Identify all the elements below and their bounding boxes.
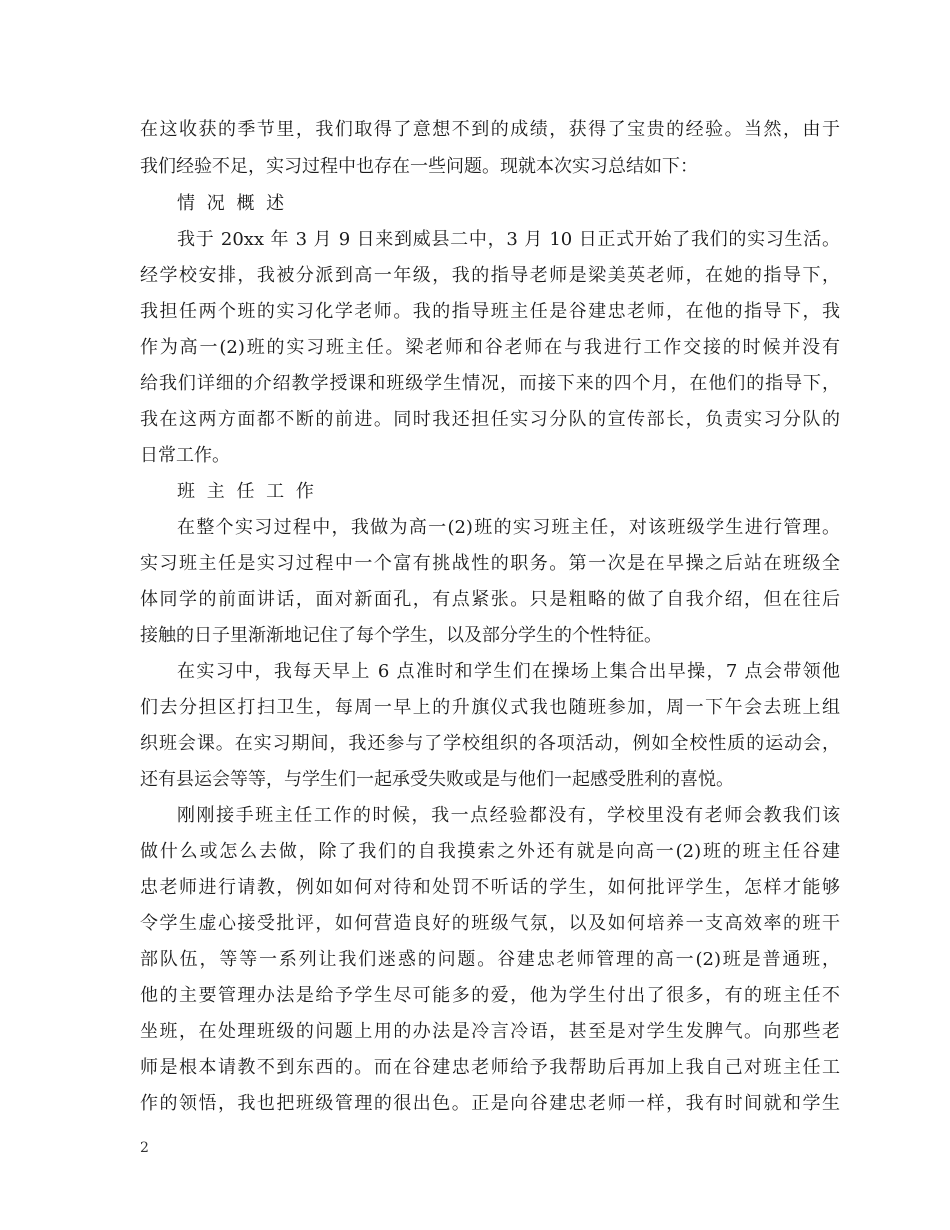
body-text-line: 在整个实习过程中，我做为高一(2)班的实习班主任，对该班级学生进行管理。 — [177, 517, 840, 538]
body-text-line: 坐班，在处理班级的问题上用的办法是冷言冷语，甚至是对学生发脾气。向那些老 — [140, 1021, 840, 1042]
body-text-line: 还有县运会等等，与学生们一起承受失败或是与他们一起感受胜利的喜悦。 — [140, 769, 734, 790]
body-text-line: 接触的日子里渐渐地记住了每个学生，以及部分学生的个性特征。 — [140, 625, 662, 646]
section-heading: 班 主 任 工 作 — [177, 481, 314, 502]
body-text-line: 师是根本请教不到东西的。而在谷建忠老师给予我帮助后再加上我自己对班主任工 — [140, 1057, 840, 1078]
page-number: 2 — [140, 1140, 149, 1156]
body-text-line: 经学校安排，我被分派到高一年级，我的指导老师是梁美英老师，在她的指导下， — [140, 265, 840, 286]
body-text-line: 作的领悟，我也把班级管理的很出色。正是向谷建忠老师一样，我有时间就和学生 — [140, 1093, 840, 1114]
body-text-line: 部队伍，等等一系列让我们迷惑的问题。谷建忠老师管理的高一(2)班是普通班， — [140, 949, 840, 970]
body-text-line: 他的主要管理办法是给予学生尽可能多的爱，他为学生付出了很多，有的班主任不 — [140, 985, 840, 1006]
body-text-line: 织班会课。在实习期间，我还参与了学校组织的各项活动，例如全校性质的运动会， — [140, 733, 840, 754]
body-text-line: 体同学的前面讲话，面对新面孔，有点紧张。只是粗略的做了自我介绍，但在往后 — [140, 589, 840, 610]
body-text-line: 在这收获的季节里，我们取得了意想不到的成绩，获得了宝贵的经验。当然，由于 — [140, 119, 840, 140]
body-text-line: 我于 20xx 年 3 月 9 日来到威县二中，3 月 10 日正式开始了我们的实习生活。 — [177, 229, 840, 250]
body-text-line: 实习班主任是实习过程中一个富有挑战性的职务。第一次是在早操之后站在班级全 — [140, 553, 840, 574]
body-text-line: 忠老师进行请教，例如如何对待和处罚不听话的学生，如何批评学生，怎样才能够 — [140, 877, 840, 898]
body-text-line: 日常工作。 — [140, 445, 230, 466]
body-text-line: 做什么或怎么去做，除了我们的自我摸索之外还有就是向高一(2)班的班主任谷建 — [140, 841, 840, 862]
body-text-line: 给我们详细的介绍教学授课和班级学生情况，而接下来的四个月，在他们的指导下， — [140, 373, 840, 394]
section-heading: 情 况 概 述 — [177, 193, 285, 214]
body-text-line: 令学生虚心接受批评，如何营造良好的班级气氛，以及如何培养一支高效率的班干 — [140, 913, 840, 934]
body-text-line: 们去分担区打扫卫生，每周一早上的升旗仪式我也随班参加，周一下午会去班上组 — [140, 697, 840, 718]
body-text-line: 我担任两个班的实习化学老师。我的指导班主任是谷建忠老师，在他的指导下，我 — [140, 301, 840, 322]
body-text-line: 我在这两方面都不断的前进。同时我还担任实习分队的宣传部长，负责实习分队的 — [140, 409, 840, 430]
body-text-line: 作为高一(2)班的实习班主任。梁老师和谷老师在与我进行工作交接的时候并没有 — [140, 337, 840, 358]
body-text-line: 刚刚接手班主任工作的时候，我一点经验都没有，学校里没有老师会教我们该 — [177, 805, 840, 826]
body-text-line: 在实习中，我每天早上 6 点准时和学生们在操场上集合出早操，7 点会带领他 — [177, 661, 840, 682]
body-text-line: 我们经验不足，实习过程中也存在一些问题。现就本次实习总结如下： — [140, 156, 698, 177]
